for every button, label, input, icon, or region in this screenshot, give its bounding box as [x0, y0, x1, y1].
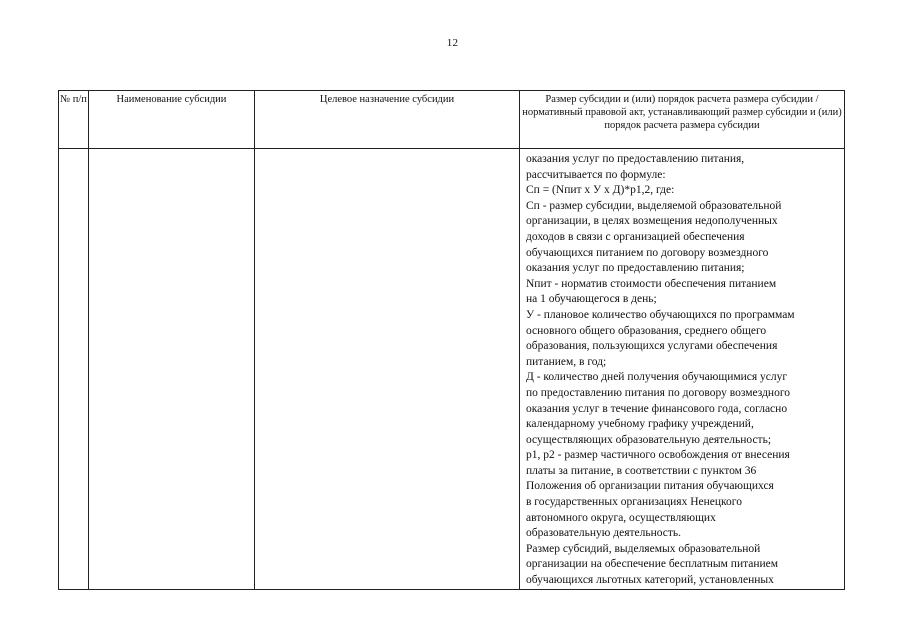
amount-text-line: организации на обеспечение бесплатным питанием	[526, 558, 779, 571]
table-row	[59, 149, 845, 590]
amount-text-line: Д - количество дней получения обучающимися услуг	[526, 371, 788, 384]
amount-text-line: образования, пользующихся услугами обеспечения	[526, 340, 778, 353]
amount-text	[520, 149, 844, 589]
header-subsidy-name: Наименование субсидии	[89, 91, 255, 149]
amount-text-line: оказания услуг по предоставлению питания,	[526, 153, 745, 165]
cell-subsidy-name	[89, 149, 255, 590]
header-number: № п/п	[59, 91, 89, 149]
amount-text-line: Положения об организации питания обучающихся	[526, 480, 774, 493]
amount-text-line: доходов в связи с организацией обеспечения	[526, 230, 745, 243]
cell-subsidy-purpose	[255, 149, 520, 590]
amount-text-line: обучающихся питанием по договору возмездного	[526, 246, 769, 259]
amount-text-line: оказания услуг по предоставлению питания;	[526, 262, 745, 275]
amount-text-line: календарному учебному графику учреждений,	[526, 418, 754, 431]
amount-text-line: У - плановое количество обучающихся по программам	[526, 308, 795, 321]
table-header	[59, 91, 845, 149]
amount-text-line: Nпит - норматив стоимости обеспечения питанием	[526, 277, 777, 290]
amount-text-line: образовательную деятельность.	[526, 527, 682, 540]
amount-text-line: автономного округа, осуществляющих	[526, 511, 716, 524]
amount-text-line: по предоставлению питания по договору возмездного	[526, 386, 791, 399]
subsidy-table	[58, 90, 845, 590]
amount-text-line: платы за питание, в соответствии с пунктом 36	[526, 464, 757, 477]
cell-subsidy-amount	[520, 149, 845, 590]
amount-text-line: Сп = (Nпит х У х Д)*р1,2, где:	[526, 184, 675, 197]
amount-text-line: основного общего образования, среднего общего	[526, 324, 767, 337]
amount-text-line: на 1 обучающегося в день;	[526, 293, 657, 306]
amount-text-line: питанием, в год;	[526, 355, 607, 368]
amount-text-line: р1, р2 - размер частичного освобождения от внесения	[526, 449, 790, 462]
amount-text-line: Сп - размер субсидии, выделяемой образовательной	[526, 199, 782, 212]
amount-text-line: организации, в целях возмещения недополученных	[526, 215, 778, 228]
amount-text-line: рассчитывается по формуле:	[526, 168, 666, 181]
header-subsidy-amount: Размер субсидии и (или) порядок расчета размера субсидии / нормативный правовой акт, устанавливающий размер субсидии и (или) порядок расчета размера субсидии	[520, 91, 845, 149]
amount-text-line: осуществляющих образовательную деятельность;	[526, 433, 772, 446]
cell-number	[59, 149, 89, 590]
amount-text-line: в государственных организациях Ненецкого	[526, 496, 742, 509]
header-subsidy-purpose: Целевое назначение субсидии	[255, 91, 520, 149]
amount-text-line: оказания услуг в течение финансового года, согласно	[526, 402, 788, 415]
page-number: 12	[446, 37, 459, 49]
amount-text-line: обучающихся льготных категорий, установленных	[526, 574, 774, 587]
amount-text-line: Размер субсидий, выделяемых образовательной	[526, 542, 761, 555]
